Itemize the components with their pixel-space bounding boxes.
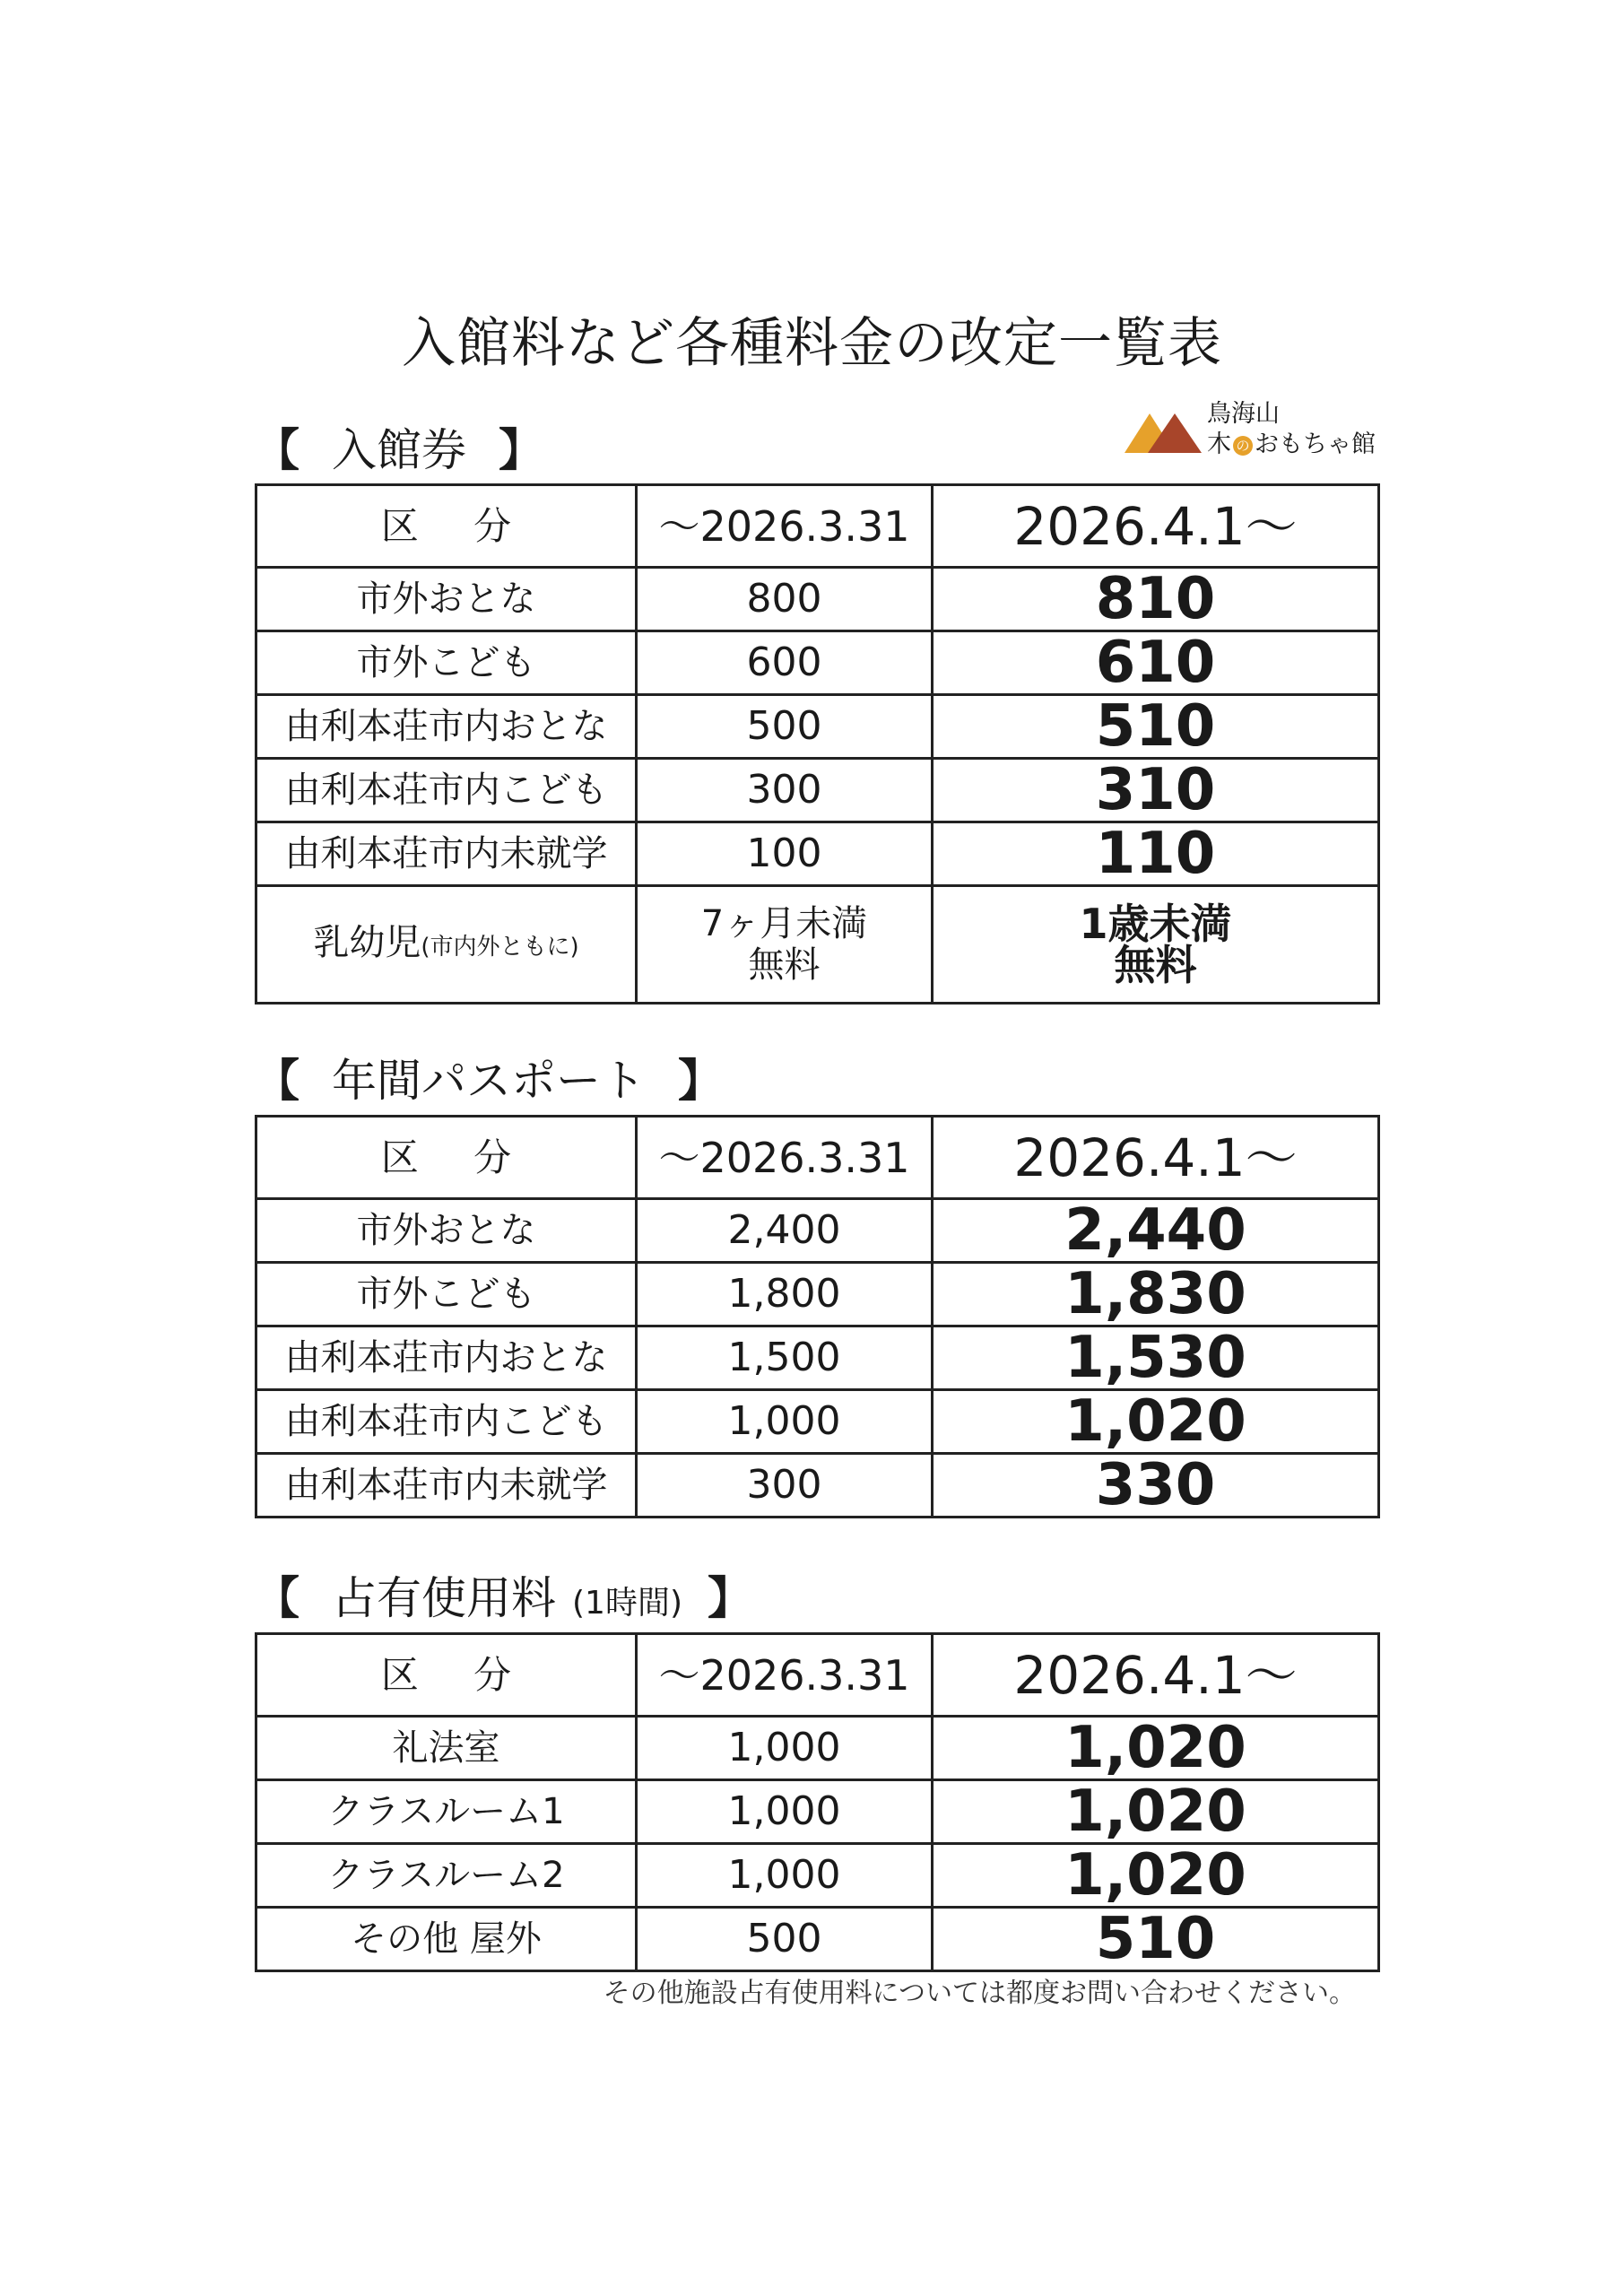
row-category: その他 屋外 <box>256 1908 637 1971</box>
row-new-price: 510 <box>933 1908 1379 1971</box>
row-category: 市外おとな <box>256 568 637 631</box>
row-new-price-infant: 1歳未満 無料 <box>933 886 1379 1004</box>
header-new-period: 2026.4.1～ <box>933 1634 1379 1717</box>
table-row <box>256 1908 1379 1971</box>
section-heading-annual-pass: 【 年間パスポート 】 <box>255 1055 723 1107</box>
row-new-price: 1,020 <box>933 1844 1379 1908</box>
table-header-row <box>256 1634 1379 1717</box>
table-row <box>256 1844 1379 1908</box>
table-header-row <box>256 485 1379 568</box>
row-old-price: 1,000 <box>637 1390 933 1454</box>
row-old-price: 1,000 <box>637 1780 933 1844</box>
header-category: 区 分 <box>256 485 637 568</box>
row-category: 由利本荘市内未就学 <box>256 1454 637 1518</box>
row-new-price: 810 <box>933 568 1379 631</box>
logo <box>1125 397 1376 460</box>
row-old-price: 300 <box>637 1454 933 1518</box>
row-category: 由利本荘市内おとな <box>256 695 637 759</box>
table-row-infant <box>256 886 1379 1004</box>
row-new-price: 1,020 <box>933 1780 1379 1844</box>
row-category: クラスルーム1 <box>256 1780 637 1844</box>
admission-fee-table <box>255 483 1380 1004</box>
row-old-price: 500 <box>637 1908 933 1971</box>
table-row <box>256 1263 1379 1326</box>
row-old-price: 300 <box>637 759 933 822</box>
table-row <box>256 1717 1379 1780</box>
row-category-infant: 乳幼児(市内外ともに) <box>256 886 637 1004</box>
header-old-period: ～2026.3.31 <box>637 1117 933 1199</box>
table-row <box>256 631 1379 695</box>
row-category: 市外こども <box>256 1263 637 1326</box>
header-old-period: ～2026.3.31 <box>637 485 933 568</box>
row-category: 市外おとな <box>256 1199 637 1263</box>
room-fee-table <box>255 1632 1380 1972</box>
category-note: (市内外ともに) <box>421 933 579 961</box>
row-new-price: 330 <box>933 1454 1379 1518</box>
table-row <box>256 1326 1379 1390</box>
page-title: 入館料など各種料金の改定一覧表 <box>402 312 1222 375</box>
heading-subtitle: (1時間) <box>572 1585 682 1622</box>
row-old-price: 500 <box>637 695 933 759</box>
header-old-period: ～2026.3.31 <box>637 1634 933 1717</box>
mountain-logo-icon <box>1125 410 1202 453</box>
row-category: 由利本荘市内こども <box>256 759 637 822</box>
row-old-price: 100 <box>637 822 933 886</box>
row-old-price: 800 <box>637 568 933 631</box>
row-new-price: 510 <box>933 695 1379 759</box>
section-heading-room-fee: 【 占有使用料 (1時間) 】 <box>255 1572 752 1624</box>
row-new-price: 2,440 <box>933 1199 1379 1263</box>
row-new-price: 1,830 <box>933 1263 1379 1326</box>
section-heading-admission: 【 入館券 】 <box>255 424 543 476</box>
table-row <box>256 1454 1379 1518</box>
table-row <box>256 822 1379 886</box>
row-category: 礼法室 <box>256 1717 637 1780</box>
row-new-price: 610 <box>933 631 1379 695</box>
row-old-price: 1,500 <box>637 1326 933 1390</box>
row-category: 由利本荘市内おとな <box>256 1326 637 1390</box>
row-old-price-infant: 7ヶ月未満 無料 <box>637 886 933 1004</box>
row-category: 由利本荘市内未就学 <box>256 822 637 886</box>
row-category: 市外こども <box>256 631 637 695</box>
footnote: その他施設占有使用料については都度お問い合わせください。 <box>603 1978 1356 2009</box>
table-header-row <box>256 1117 1379 1199</box>
row-category: 由利本荘市内こども <box>256 1390 637 1454</box>
row-new-price: 1,020 <box>933 1717 1379 1780</box>
row-new-price: 1,020 <box>933 1390 1379 1454</box>
row-old-price: 1,000 <box>637 1717 933 1780</box>
logo-text-bottom: 木 の おもちゃ館 <box>1207 430 1376 458</box>
row-old-price: 1,800 <box>637 1263 933 1326</box>
header-category: 区 分 <box>256 1634 637 1717</box>
table-row <box>256 1780 1379 1844</box>
table-row <box>256 695 1379 759</box>
table-row <box>256 1199 1379 1263</box>
row-old-price: 2,400 <box>637 1199 933 1263</box>
row-new-price: 1,530 <box>933 1326 1379 1390</box>
row-new-price: 110 <box>933 822 1379 886</box>
header-new-period: 2026.4.1～ <box>933 1117 1379 1199</box>
row-new-price: 310 <box>933 759 1379 822</box>
row-old-price: 1,000 <box>637 1844 933 1908</box>
header-category: 区 分 <box>256 1117 637 1199</box>
table-row <box>256 568 1379 631</box>
row-category: クラスルーム2 <box>256 1844 637 1908</box>
logo-dot: の <box>1233 436 1253 456</box>
annual-pass-fee-table <box>255 1115 1380 1518</box>
table-row <box>256 759 1379 822</box>
logo-text-top: 鳥海山 <box>1207 400 1280 428</box>
row-old-price: 600 <box>637 631 933 695</box>
header-new-period: 2026.4.1～ <box>933 485 1379 568</box>
table-row <box>256 1390 1379 1454</box>
